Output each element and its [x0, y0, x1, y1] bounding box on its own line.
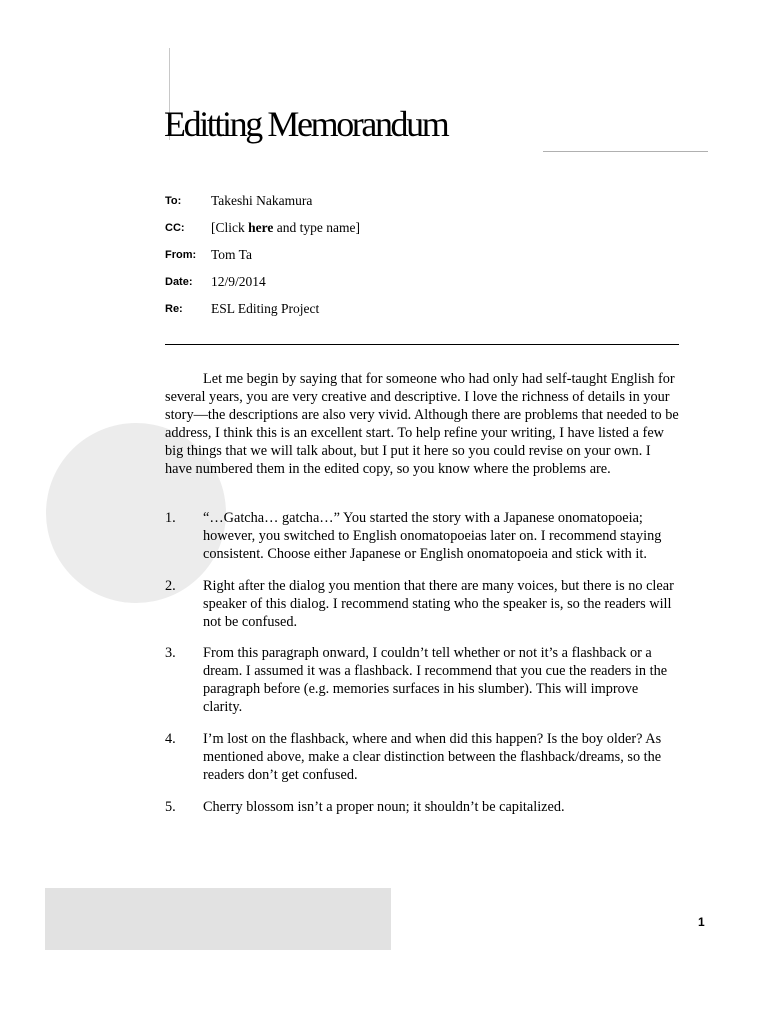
header-re-row	[165, 301, 565, 328]
header-to-row	[165, 193, 565, 220]
list-item-text: Cherry blossom isn’t a proper noun; it shouldn’t be capitalized.	[203, 798, 565, 815]
header-cc-prefix: [Click	[211, 220, 249, 235]
header-re-value: ESL Editing Project	[211, 301, 320, 316]
header-cc-value[interactable]	[211, 220, 360, 236]
list-item-text: From this paragraph onward, I couldn’t tell whether or not it’s a flashback or a dream. I assumed it was a flashback. I recommend that you cue the readers in the paragraph before (e.g. memories surfaces in his slumber). This will improve clarity.	[203, 645, 668, 716]
issues-list	[165, 510, 680, 831]
decorative-footer-box	[45, 888, 391, 950]
list-item-number: 1.	[165, 510, 176, 526]
list-item	[165, 578, 680, 632]
header-from-row	[165, 247, 565, 274]
header-cc-row	[165, 220, 565, 247]
header-from-label: From:	[165, 249, 197, 261]
header-date-label: Date:	[165, 276, 193, 288]
list-item-text: Right after the dialog you mention that there are many voices, but there is no clear speaker of this dialog. I recommend stating who the speaker is, so the readers will not be confused.	[203, 577, 674, 630]
header-re-label: Re:	[165, 303, 183, 315]
header-to-value: Takeshi Nakamura	[211, 193, 313, 208]
header-divider	[165, 344, 679, 345]
header-from-value: Tom Ta	[211, 247, 252, 262]
list-item-number: 5.	[165, 798, 176, 815]
list-item	[165, 799, 680, 817]
header-date-value: 12/9/2014	[211, 274, 266, 289]
header-date-row	[165, 274, 565, 301]
page-number: 1	[698, 915, 705, 929]
title-rule	[543, 151, 708, 152]
list-item-text: I’m lost on the flashback, where and when did this happen? Is the boy older? As mentioned above, make a clear distinction between the flashback/dreams, so the readers don’t get confused.	[203, 731, 662, 783]
list-item-number: 4.	[165, 731, 176, 748]
list-item	[165, 510, 680, 564]
list-item	[165, 731, 680, 785]
memo-title: Editting Memorandum	[164, 104, 448, 144]
intro-paragraph: Let me begin by saying that for someone who had only had self-taught English for several years, you are very creative and descriptive. I love the richness of details in your story—the descriptions are also very vivid. Although there are problems that needed to be address, I think this is an excellent start. To help refine your writing, I have listed a few big things that we will talk about, but I put it here so you could revise on your own. I have numbered them in the edited copy, so you know where the problems are.	[165, 371, 679, 477]
header-to-label: To:	[165, 195, 182, 207]
header-cc-label: CC:	[165, 222, 185, 234]
list-item-text: “…Gatcha… gatcha…” You started the story with a Japanese onomatopoeia; however, you switched to English onomatopoeias later on. I recommend staying consistent. Choose either Japanese or English onomatopoeia and stick with it.	[203, 510, 662, 562]
header-cc-suffix: and type name]	[273, 220, 360, 235]
list-item-number: 3.	[165, 645, 176, 662]
header-cc-link[interactable]: here	[248, 220, 274, 235]
list-item	[165, 645, 680, 717]
list-item-number: 2.	[165, 577, 176, 594]
